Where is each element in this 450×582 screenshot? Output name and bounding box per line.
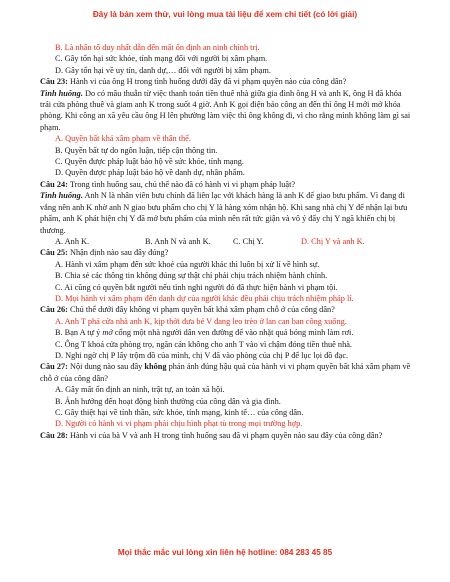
question-25 <box>40 247 412 258</box>
preview-banner: Đây là bản xem thử, vui lòng mua tài liệu để xem chi tiết (có lời giải) <box>92 10 358 19</box>
question-keyword: không <box>144 362 167 372</box>
situation-label: Tình huống. <box>40 88 83 98</box>
question-text: Hành vi của ông H trong tình huống dưới đây đã vi phạm quyền nào của công dân? <box>67 77 347 87</box>
question-text: phản ánh đúng hậu quả của hành vi vi phạm quyền bất khả xâm phạm về chỗ ở của công dân? <box>40 362 411 383</box>
answer-option: B. Là nhân tố duy nhất dẫn đến mất ổn định an ninh chính trị. <box>55 43 260 52</box>
answer-option: B. Quyền bất tự do ngôn luận, tiếp cận thông tin. <box>55 145 218 155</box>
situation-24 <box>40 190 412 236</box>
answer-option: B. Chia sẻ các thông tin không đúng sự thật chỉ phải chịu trách nhiệm hành chính. <box>55 271 328 281</box>
question-label: Câu 27: <box>40 362 68 372</box>
answer-option-correct: A. Quyền bất khả xâm phạm về thân thể. <box>55 134 191 144</box>
question-text: Nhận định nào sau đây đúng? <box>67 248 169 258</box>
answer-text: cổng một nhà người dân ven đường để vào nhặt quả bóng mình làm rơi. <box>112 328 354 338</box>
answer-option: B. Ảnh hưởng đến hoạt động bình thường của công dân và gia đình. <box>55 396 281 406</box>
question-label: Câu 28: <box>40 430 68 440</box>
answer-option-correct: D. Người có hành vi vi phạm phải chịu hình phạt tù trong mọi trường hợp. <box>55 419 303 429</box>
document-body <box>40 42 412 441</box>
answer-option-correct: A. Anh T phá cửa nhà anh K, kịp thời đưa bé V đang leo trèo ở lan can ban công xuống. <box>55 316 347 326</box>
answer-option: C. Gây thiệt hại về tính thần, sức khỏe, tính mạng, kinh tế… của công dân. <box>55 408 304 417</box>
answer-option: A. Hành vi xâm phạm đến sức khoẻ của người khác thì luôn bị xử lí về hình sự. <box>55 259 320 269</box>
question-28 <box>40 430 412 441</box>
answer-text: B. Bạn A tự ý <box>55 328 103 338</box>
question-text: Hành vi của bà V và anh H trong tình huống sau đã vi phạm quyền nào sau đây của công dân? <box>67 430 383 440</box>
situation-text: Anh N là nhân viên bưu chính đã liên lạc với khách hàng là anh K để giao bưu phẩm. Vì đang đi vắng nên anh K nhờ anh N giao bưu phẩm cho chị Y là hàng xóm nhận hộ. Khi sang nhà chị Y để nhận lại bưu phẩm, anh K phát hiện chị Y đã mở bưu phẩm của mình nên rất tức giận và vô ý đẩy chị Y ngã khiến chị bị thương. <box>40 191 408 235</box>
answer-option: D. Quyền được pháp luật bảo hộ về danh dự, nhân phẩm. <box>55 168 245 178</box>
answer-option: C. Ai cũng có quyền bắt người nếu tình nghi người đó đã thực hiện hành vi phạm tội. <box>55 282 338 292</box>
answer-option: D. Gây tổn hại về uy tín, danh dự,… đối với người bị xâm phạm. <box>55 65 271 75</box>
situation-23 <box>40 88 412 134</box>
answer-option <box>40 327 412 338</box>
question-23 <box>40 76 412 87</box>
answer-option: C. Gây tổn hại sức khỏe, tính mạng đối với người bị xâm phạm. <box>55 54 268 64</box>
answer-option: A. Gây mất ổn định an ninh, trật tự, an toàn xã hội. <box>55 385 225 395</box>
question-label: Câu 25: <box>40 248 68 258</box>
answer-row <box>40 236 412 247</box>
question-text: Chủ thể dưới đây không vi phạm quyền bất khả xâm phạm chỗ ở của công dân? <box>67 305 335 315</box>
hotline-footer: Mọi thắc mắc vui lòng xin liên hệ hotline: 084 283 45 85 <box>117 548 333 557</box>
answer-option-correct: D. Chị Y và anh K. <box>301 236 365 246</box>
answer-option: D. Nghi ngờ chị P lấy trộm đồ của mình, chị V đã vào phòng của chị P để lục lọi đồ đạc. <box>55 350 349 360</box>
question-label: Câu 26: <box>40 305 68 315</box>
question-24 <box>40 179 412 190</box>
answer-option: C. Chị Y. <box>233 236 264 246</box>
situation-text: Do có mâu thuẫn từ việc thanh toán tiền thuê nhà giữa gia đình ông H và anh K, ông H đã khóa trái cửa phòng thuê và giam anh K trong suốt 4 giờ. Anh K gọi điện báo công an đến thì ông H mới mở khóa phòng. Khi công an xã yêu cầu ông H lên phường làm việc thì ông không đi, vì cho rằng mình không làm gì sai phạm. <box>40 88 411 132</box>
answer-option: C. Ông T khoá cửa phòng trọ, ngăn cản không cho anh T vào vì chậm đóng tiền thuê nhà. <box>55 339 352 349</box>
answer-option: B. Anh N và anh K. <box>145 236 211 246</box>
answer-option: C. Quyền được pháp luật bảo hộ về sức khỏe, tính mạng. <box>55 157 244 167</box>
answer-text-italic: mở <box>102 328 113 338</box>
question-26 <box>40 304 412 315</box>
question-text: Nội dung nào sau đây <box>67 362 145 372</box>
question-text: Trong tình huống sau, chủ thể nào đã có hành vi vi phạm pháp luật? <box>67 179 296 189</box>
situation-label: Tình huống. <box>40 191 83 201</box>
question-label: Câu 24: <box>40 179 68 189</box>
answer-option-correct: D. Mọi hành vi xâm phạm đến danh dự của người khác đều phải chịu trách nhiệm pháp lí. <box>55 293 354 303</box>
answer-option: A. Anh K. <box>55 236 90 246</box>
question-27 <box>40 361 412 384</box>
question-label: Câu 23: <box>40 77 68 87</box>
